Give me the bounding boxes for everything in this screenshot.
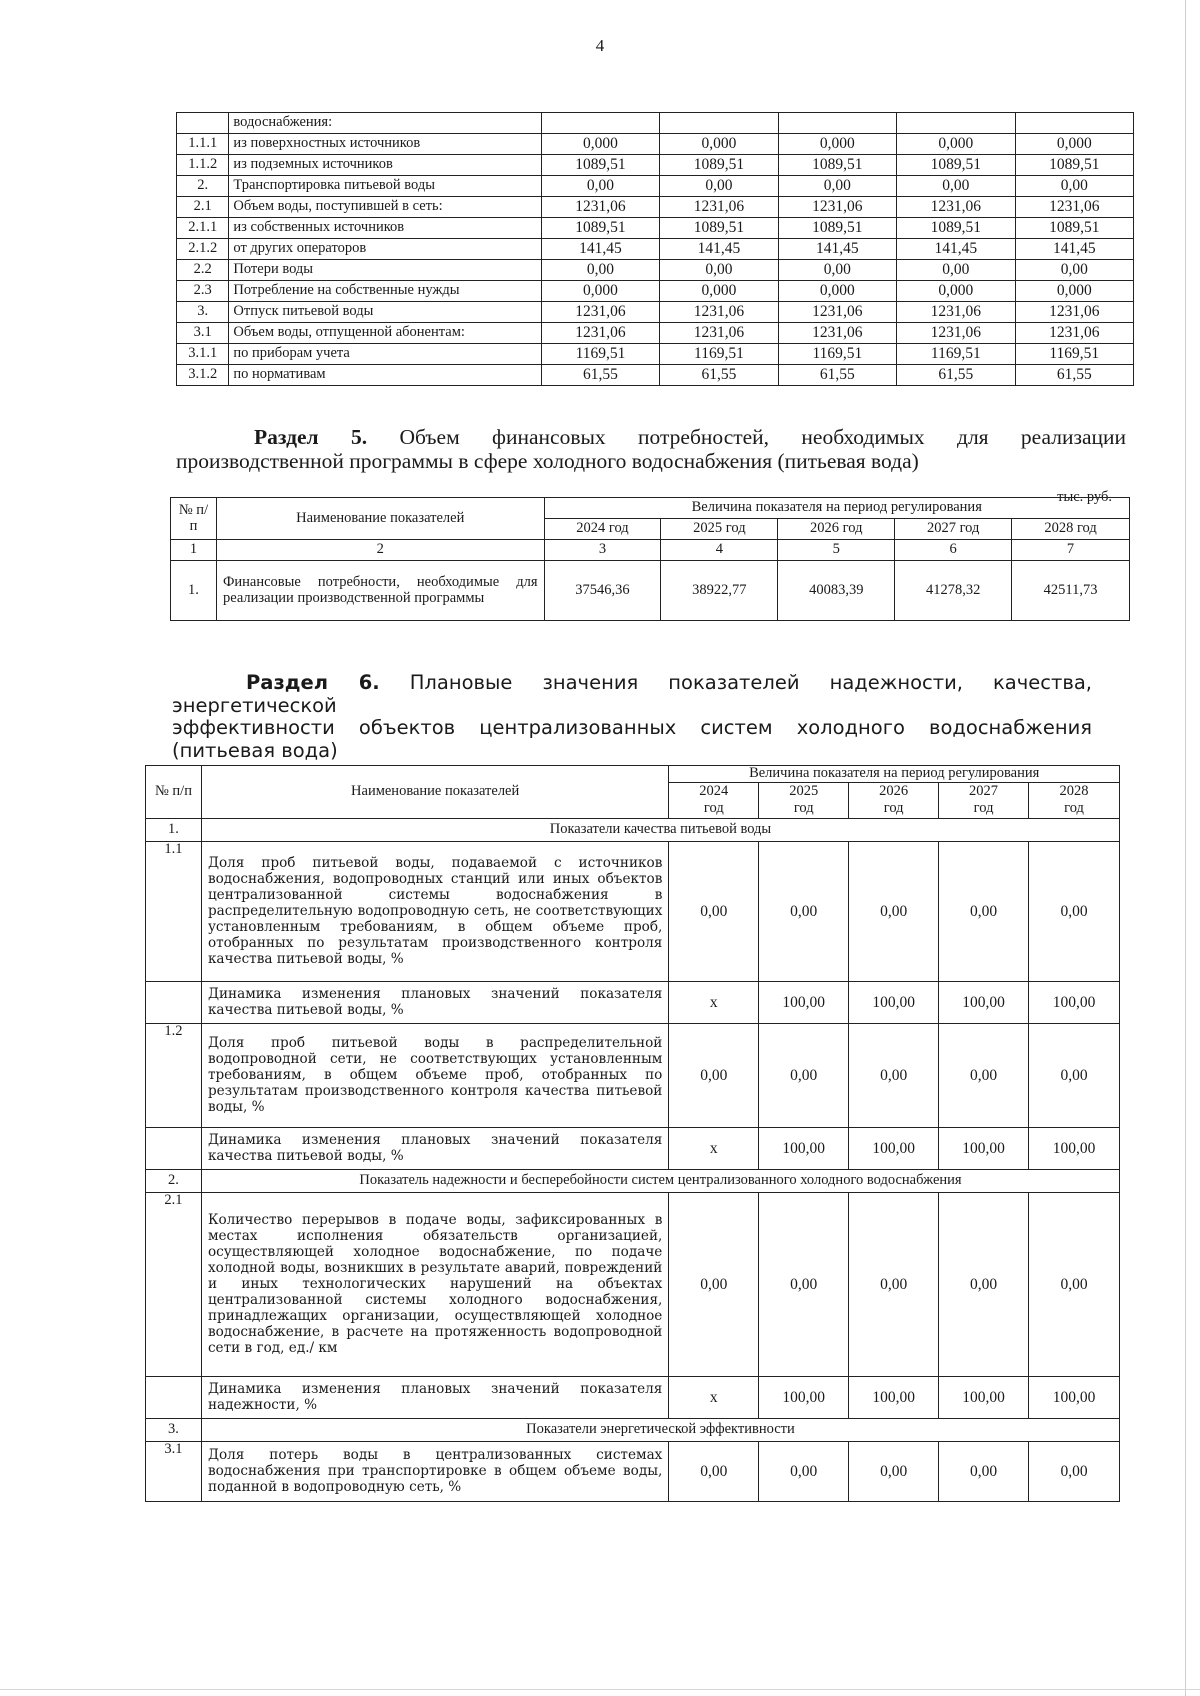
year-suffix: год — [973, 800, 994, 817]
row-value: 61,55 — [541, 365, 659, 386]
row-value: 1169,51 — [778, 344, 896, 365]
year-header — [849, 782, 939, 818]
row-value: 0,000 — [660, 281, 778, 302]
row-value: 1089,51 — [541, 218, 659, 239]
column-index: 2 — [216, 540, 544, 561]
row-value: 0,00 — [849, 841, 939, 981]
row-value: 141,45 — [1015, 239, 1133, 260]
row-value: 1231,06 — [897, 323, 1015, 344]
table-row — [146, 1192, 1120, 1376]
group-num: 3. — [146, 1418, 202, 1441]
year-suffix: год — [703, 800, 724, 817]
row-value: 0,000 — [897, 134, 1015, 155]
table-row — [177, 281, 1134, 302]
row-num: 1.1 — [146, 841, 202, 981]
row-value: х — [669, 1376, 759, 1418]
year-suffix: год — [793, 800, 814, 817]
table-row — [177, 197, 1134, 218]
section-5-label: Раздел 5. — [254, 425, 368, 449]
row-value: 0,00 — [1015, 176, 1133, 197]
row-num: 2.3 — [177, 281, 229, 302]
table-row — [177, 155, 1134, 176]
row-value: 0,00 — [669, 1023, 759, 1127]
row-value: 0,00 — [759, 1441, 849, 1501]
row-name: Динамика изменения плановых значений показателя надежности, % — [201, 1376, 668, 1418]
year-header — [1029, 782, 1120, 818]
year-value: 2026 — [879, 782, 909, 799]
group-title: Показатель надежности и бесперебойности систем централизованного холодного водоснабжения — [201, 1169, 1119, 1192]
row-value: 100,00 — [1029, 981, 1120, 1023]
row-name: Объем воды, поступившей в сеть: — [229, 197, 541, 218]
row-value: 42511,73 — [1012, 561, 1130, 621]
water-balance-table — [176, 112, 1134, 386]
scan-edge-line — [1185, 0, 1186, 1696]
row-value: 1089,51 — [660, 155, 778, 176]
table-row — [146, 1023, 1120, 1127]
year-value: 2024 — [699, 782, 729, 799]
row-value: 1231,06 — [1015, 323, 1133, 344]
row-value: 41278,32 — [895, 561, 1012, 621]
section-6-title-line1: Плановые значения показателей надежности, качества, энергетической — [172, 671, 1092, 717]
row-name: Доля проб питьевой воды в распределительной водопроводной сети, не соответствующих установленным требованиям, в общем объеме проб, отобранных по результатам производственного контроля качества питьевой воды, % — [201, 1023, 668, 1127]
section-5-title — [176, 425, 1126, 473]
row-value: 0,00 — [1029, 1441, 1120, 1501]
row-value: 100,00 — [939, 1376, 1029, 1418]
row-value: 0,00 — [1029, 841, 1120, 981]
row-name: Доля проб питьевой воды, подаваемой с источников водоснабжения, водопроводных станций или иных объектов централизованной системы водоснабжения в распределительную водопроводную сеть, не соответствующих установленным требованиям, в общем объеме проб, отобранных по результатам производственного контроля качества питьевой воды, % — [201, 841, 668, 981]
row-value: 1169,51 — [541, 344, 659, 365]
row-value: 0,00 — [759, 1023, 849, 1127]
row-num: 3.1.1 — [177, 344, 229, 365]
group-title: Показатели энергетической эффективности — [201, 1418, 1119, 1441]
row-num: 2.1.2 — [177, 239, 229, 260]
row-value: 1169,51 — [660, 344, 778, 365]
year-header: 2025 год — [661, 519, 778, 540]
row-value: 100,00 — [1029, 1127, 1120, 1169]
table-row — [177, 176, 1134, 197]
section-6-title-line2: эффективности объектов централизованных систем холодного водоснабжения (питьевая вода) — [172, 716, 1092, 762]
column-index: 6 — [895, 540, 1012, 561]
row-name: Динамика изменения плановых значений показателя качества питьевой воды, % — [201, 981, 668, 1023]
row-value: 141,45 — [778, 239, 896, 260]
row-num: 2.2 — [177, 260, 229, 281]
column-header-name: Наименование показателей — [201, 766, 668, 819]
row-num: 2.1.1 — [177, 218, 229, 239]
row-value: 0,00 — [849, 1023, 939, 1127]
year-header — [669, 782, 759, 818]
row-value: 0,00 — [939, 841, 1029, 981]
row-value: 1231,06 — [660, 302, 778, 323]
row-name: Доля потерь воды в централизованных системах водоснабжения при транспортировке в общем объеме воды, поданной в водопроводную сеть, % — [201, 1441, 668, 1501]
group-num: 2. — [146, 1169, 202, 1192]
row-value: 0,00 — [1029, 1023, 1120, 1127]
row-value: 0,00 — [939, 1023, 1029, 1127]
row-name: из собственных источников — [229, 218, 541, 239]
column-index: 7 — [1012, 540, 1130, 561]
group-title: Показатели качества питьевой воды — [201, 818, 1119, 841]
row-name: из подземных источников — [229, 155, 541, 176]
group-row-quality — [146, 818, 1120, 841]
table-row — [177, 260, 1134, 281]
row-value: 0,000 — [660, 134, 778, 155]
table-row — [146, 1127, 1120, 1169]
table-row — [146, 841, 1120, 981]
row-num: 3.1.2 — [177, 365, 229, 386]
row-value: 100,00 — [759, 1127, 849, 1169]
row-value: 100,00 — [849, 1376, 939, 1418]
row-value: 100,00 — [1029, 1376, 1120, 1418]
row-value: 1231,06 — [778, 197, 896, 218]
row-value: 0,00 — [669, 841, 759, 981]
row-value: 1231,06 — [541, 302, 659, 323]
row-value: 100,00 — [759, 1376, 849, 1418]
row-value: 0,000 — [541, 134, 659, 155]
row-value: 1089,51 — [541, 155, 659, 176]
table-row — [146, 1376, 1120, 1418]
column-header-period: Величина показателя на период регулирования — [544, 498, 1129, 519]
section-5-title-line1: Объем финансовых потребностей, необходимых для реализации — [399, 425, 1127, 449]
row-value: 0,000 — [778, 134, 896, 155]
table-row — [146, 981, 1120, 1023]
table-row — [177, 344, 1134, 365]
table-header-row — [146, 766, 1120, 783]
row-value: 0,00 — [541, 260, 659, 281]
column-header-name: Наименование показателей — [216, 498, 544, 540]
table-row — [177, 113, 1134, 134]
row-name: Отпуск питьевой воды — [229, 302, 541, 323]
row-value: 1231,06 — [660, 197, 778, 218]
row-value: 1089,51 — [897, 218, 1015, 239]
column-index: 1 — [171, 540, 217, 561]
units-label: тыс. руб. — [1057, 489, 1112, 505]
row-value: 1231,06 — [541, 323, 659, 344]
row-value: 1089,51 — [660, 218, 778, 239]
row-value: 0,00 — [1029, 1192, 1120, 1376]
row-value: 141,45 — [897, 239, 1015, 260]
row-value: 1231,06 — [541, 197, 659, 218]
row-name: Потребление на собственные нужды — [229, 281, 541, 302]
row-value: 1231,06 — [897, 302, 1015, 323]
year-header: 2028 год — [1012, 519, 1130, 540]
year-value: 2027 — [969, 782, 999, 799]
row-num: 2.1 — [146, 1192, 202, 1376]
year-header — [759, 782, 849, 818]
row-value: 38922,77 — [661, 561, 778, 621]
row-num: 3. — [177, 302, 229, 323]
column-index: 4 — [661, 540, 778, 561]
row-value: 100,00 — [759, 981, 849, 1023]
row-value: 0,00 — [759, 1192, 849, 1376]
row-value: 100,00 — [939, 981, 1029, 1023]
row-value: 0,00 — [849, 1441, 939, 1501]
group-row-energy — [146, 1418, 1120, 1441]
row-name: Объем воды, отпущенной абонентам: — [229, 323, 541, 344]
row-value: 0,00 — [660, 176, 778, 197]
row-num: 1.2 — [146, 1023, 202, 1127]
row-name: Финансовые потребности, необходимые для реализации производственной программы — [216, 561, 544, 621]
row-value: 0,00 — [778, 260, 896, 281]
row-value: 0,00 — [759, 841, 849, 981]
row-value: 0,00 — [939, 1192, 1029, 1376]
row-value: 1231,06 — [778, 323, 896, 344]
row-value: 61,55 — [1015, 365, 1133, 386]
year-header — [939, 782, 1029, 818]
table-row — [177, 134, 1134, 155]
column-header-period: Величина показателя на период регулирования — [669, 766, 1120, 783]
row-value: 1089,51 — [1015, 155, 1133, 176]
year-suffix: год — [1064, 800, 1084, 817]
row-name: Потери воды — [229, 260, 541, 281]
row-value: 0,00 — [849, 1192, 939, 1376]
section-6-title — [172, 672, 1092, 762]
row-value: 0,00 — [1015, 260, 1133, 281]
table-index-row — [171, 540, 1130, 561]
indicators-table — [145, 765, 1120, 1502]
row-value: 0,000 — [541, 281, 659, 302]
column-header-num: № п/п — [171, 498, 217, 540]
row-num: 3.1 — [177, 323, 229, 344]
row-value: 1231,06 — [778, 302, 896, 323]
row-value: 1169,51 — [897, 344, 1015, 365]
row-value: 61,55 — [778, 365, 896, 386]
row-value: 61,55 — [897, 365, 1015, 386]
row-name: от других операторов — [229, 239, 541, 260]
row-value: 0,00 — [669, 1192, 759, 1376]
row-value: 1231,06 — [1015, 197, 1133, 218]
row-num: 1.1.2 — [177, 155, 229, 176]
financial-needs-table — [170, 497, 1130, 621]
row-value: 1231,06 — [660, 323, 778, 344]
column-header-num: № п/п — [146, 766, 202, 819]
group-row-reliability — [146, 1169, 1120, 1192]
row-name: по нормативам — [229, 365, 541, 386]
row-value: 100,00 — [849, 981, 939, 1023]
group-num: 1. — [146, 818, 202, 841]
table-row — [177, 365, 1134, 386]
section-5-title-line2: производственной программы в сфере холодного водоснабжения (питьевая вода) — [176, 449, 919, 474]
row-value: 141,45 — [660, 239, 778, 260]
row-value: 100,00 — [849, 1127, 939, 1169]
row-value: 0,000 — [778, 281, 896, 302]
row-value: 0,00 — [897, 260, 1015, 281]
row-value: 0,000 — [897, 281, 1015, 302]
row-value: 0,00 — [660, 260, 778, 281]
scan-bottom-line — [0, 1689, 1200, 1690]
year-value: 2025 — [789, 782, 819, 799]
row-name: Транспортировка питьевой воды — [229, 176, 541, 197]
section-6-label: Раздел 6. — [246, 671, 380, 694]
row-value: 40083,39 — [778, 561, 895, 621]
page-number: 4 — [595, 36, 605, 55]
year-value: 2028 — [1059, 782, 1089, 799]
year-header: 2024 год — [544, 519, 661, 540]
row-value: 141,45 — [541, 239, 659, 260]
row-value: 0,00 — [939, 1441, 1029, 1501]
row-value: 0,00 — [897, 176, 1015, 197]
row-num: 3.1 — [146, 1441, 202, 1501]
row-value: 100,00 — [939, 1127, 1029, 1169]
column-index: 5 — [778, 540, 895, 561]
row-value: 1231,06 — [897, 197, 1015, 218]
table-row — [146, 1441, 1120, 1501]
row-value: 1089,51 — [1015, 218, 1133, 239]
table-row — [177, 218, 1134, 239]
row-name: Динамика изменения плановых значений показателя качества питьевой воды, % — [201, 1127, 668, 1169]
table-row — [171, 561, 1130, 621]
year-suffix: год — [883, 800, 904, 817]
row-num: 1. — [171, 561, 217, 621]
row-num: 2.1 — [177, 197, 229, 218]
row-name: из поверхностных источников — [229, 134, 541, 155]
row-value: 1089,51 — [778, 218, 896, 239]
row-num: 2. — [177, 176, 229, 197]
row-value: 1231,06 — [1015, 302, 1133, 323]
row-value: х — [669, 1127, 759, 1169]
row-value: 1089,51 — [897, 155, 1015, 176]
table-header-row — [171, 498, 1130, 519]
table-row — [177, 239, 1134, 260]
row-value: 0,00 — [541, 176, 659, 197]
row-value: 0,000 — [1015, 134, 1133, 155]
row-num: 1.1.1 — [177, 134, 229, 155]
row-value: 0,000 — [1015, 281, 1133, 302]
row-value: 37546,36 — [544, 561, 661, 621]
row-value: х — [669, 981, 759, 1023]
table-row — [177, 323, 1134, 344]
table-row — [177, 302, 1134, 323]
row-label: водоснабжения: — [229, 113, 541, 134]
year-header: 2026 год — [778, 519, 895, 540]
column-index: 3 — [544, 540, 661, 561]
row-name: по приборам учета — [229, 344, 541, 365]
row-name: Количество перерывов в подаче воды, зафиксированных в местах исполнения обязательств организацией, осуществляющей холодное водоснабжение, по подаче холодной воды, возникших в результате аварий, повреждений и иных технологических нарушений на объектах централизованной системы холодного водоснабжения, принадлежащих организации, осуществляющей холодное водоснабжение, в расчете на протяженность водопроводной сети в год, ед./ км — [201, 1192, 668, 1376]
year-header: 2027 год — [895, 519, 1012, 540]
row-value: 61,55 — [660, 365, 778, 386]
row-value: 1089,51 — [778, 155, 896, 176]
row-value: 0,00 — [669, 1441, 759, 1501]
row-value: 1169,51 — [1015, 344, 1133, 365]
row-value: 0,00 — [778, 176, 896, 197]
